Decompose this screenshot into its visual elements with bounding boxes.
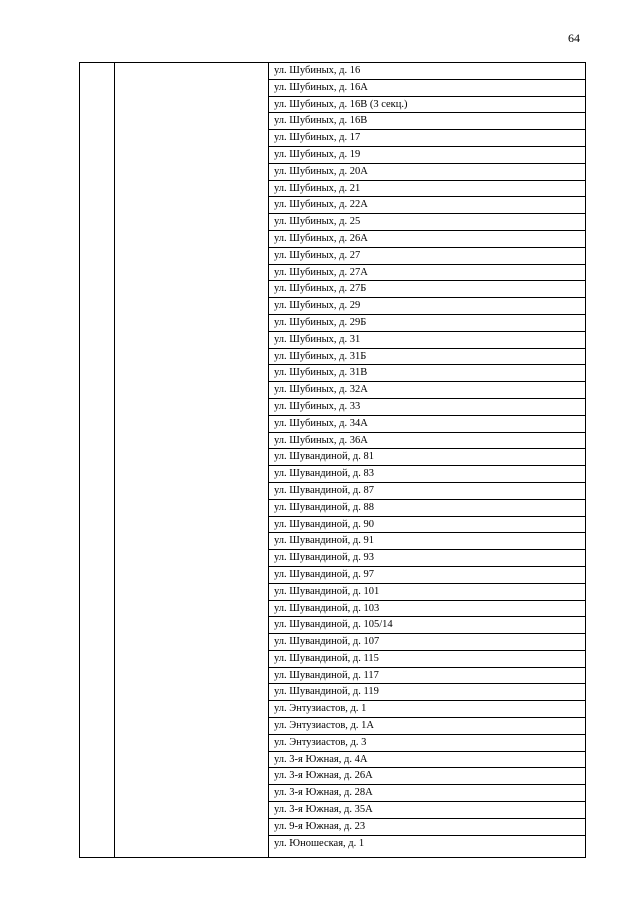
address-row: ул. Шубиных, д. 36А <box>268 433 585 450</box>
address-row: ул. Шубиных, д. 26А <box>268 231 585 248</box>
address-row: ул. Шубиных, д. 25 <box>268 214 585 231</box>
address-table <box>79 62 586 858</box>
address-row: ул. Шубиных, д. 20А <box>268 164 585 181</box>
address-row: ул. Шувандиной, д. 91 <box>268 533 585 550</box>
page-number: 64 <box>568 31 580 45</box>
address-row: ул. Шувандиной, д. 87 <box>268 483 585 500</box>
column-divider-1 <box>114 63 115 857</box>
address-row: ул. Шувандиной, д. 83 <box>268 466 585 483</box>
address-row: ул. Шубиных, д. 17 <box>268 130 585 147</box>
address-row: ул. Шувандиной, д. 97 <box>268 567 585 584</box>
address-row: ул. Шувандиной, д. 90 <box>268 517 585 534</box>
address-row: ул. Шубиных, д. 32А <box>268 382 585 399</box>
address-row: ул. Шубиных, д. 31В <box>268 365 585 382</box>
address-row: ул. 9-я Южная, д. 23 <box>268 819 585 836</box>
address-row: ул. 3-я Южная, д. 35А <box>268 802 585 819</box>
address-row: ул. Юношеская, д. 1 <box>274 837 365 849</box>
address-row: ул. Шувандиной, д. 81 <box>268 449 585 466</box>
address-row: ул. Шувандиной, д. 88 <box>268 500 585 517</box>
address-row: ул. Шубиных, д. 31 <box>268 332 585 349</box>
address-row: ул. 3-я Южная, д. 26А <box>268 768 585 785</box>
address-row: ул. Шубиных, д. 29Б <box>268 315 585 332</box>
address-row: ул. Шувандиной, д. 115 <box>268 651 585 668</box>
address-row: ул. Шубиных, д. 27Б <box>268 281 585 298</box>
address-row: ул. 3-я Южная, д. 28А <box>268 785 585 802</box>
address-row: ул. Энтузиастов, д. 3 <box>268 735 585 752</box>
address-row: ул. Шувандиной, д. 105/14 <box>268 617 585 634</box>
address-row: ул. Шубиных, д. 21 <box>268 181 585 198</box>
address-row: ул. Шубиных, д. 27 <box>268 248 585 265</box>
address-row: ул. Шувандиной, д. 107 <box>268 634 585 651</box>
address-row: ул. Шубиных, д. 16А <box>268 80 585 97</box>
address-row: ул. Шубиных, д. 33 <box>268 399 585 416</box>
address-row: ул. Шубиных, д. 22А <box>268 197 585 214</box>
address-row: ул. Шувандиной, д. 93 <box>268 550 585 567</box>
address-row: ул. 3-я Южная, д. 4А <box>268 752 585 769</box>
address-row: ул. Шубиных, д. 16В (3 секц.) <box>268 97 585 114</box>
address-row: ул. Шувандиной, д. 103 <box>268 601 585 618</box>
address-row: ул. Энтузиастов, д. 1А <box>268 718 585 735</box>
address-row: ул. Шубиных, д. 16В <box>268 113 585 130</box>
address-list <box>268 63 585 857</box>
address-row: ул. Шубиных, д. 27А <box>268 265 585 282</box>
address-row: ул. Шубиных, д. 19 <box>268 147 585 164</box>
address-row: ул. Шубиных, д. 31Б <box>268 349 585 366</box>
address-row: ул. Шубиных, д. 16 <box>268 63 585 80</box>
address-row: ул. Шувандиной, д. 119 <box>268 684 585 701</box>
address-row: ул. Шувандиной, д. 117 <box>268 668 585 685</box>
address-row: ул. Шубиных, д. 34А <box>268 416 585 433</box>
address-row: ул. Шувандиной, д. 101 <box>268 584 585 601</box>
address-row: ул. Шубиных, д. 29 <box>268 298 585 315</box>
address-row: ул. Энтузиастов, д. 1 <box>268 701 585 718</box>
